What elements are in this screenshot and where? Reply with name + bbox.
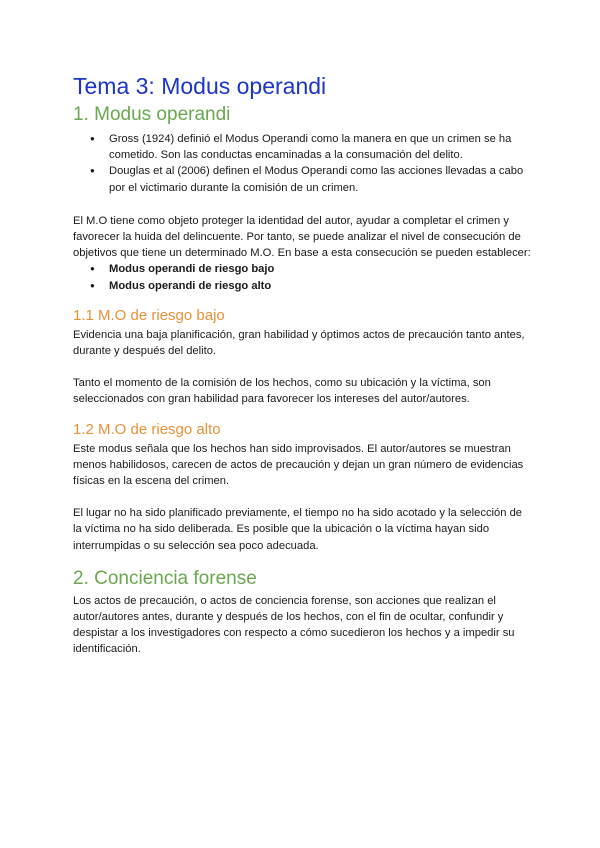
page-title: Tema 3: Modus operandi: [73, 73, 327, 99]
list-item: ● Gross (1924) definió el Modus Operandi como la manera en que un crimen se ha cometido. Son las conductas encaminadas a la consumación del delito.: [109, 131, 533, 163]
section-1-1-paragraph-1: Evidencia una baja planificación, gran habilidad y óptimos actos de precaución tanto antes, durante y después del delito.: [73, 328, 525, 358]
spacer: [73, 489, 533, 505]
section-1-2-paragraph-2: El lugar no ha sido planificado previamente, el tiempo no ha sido acotado y la selección de la víctima no ha sido deliberada. Es posible que la ubicación o la víctima hayan sido interrumpidas o su selección sea poco adecuada.: [73, 507, 523, 552]
list-item: ● Douglas et al (2006) definen el Modus Operandi como las acciones llevadas a cabo por el victimario durante la comisión de un crimen.: [109, 163, 533, 195]
section-1-1-paragraph-2: Tanto el momento de la comisión de los hechos, como su ubicación y la víctima, son seleccionados con gran habilidad para favorecer los intereses del autor/autores.: [73, 377, 491, 406]
section-1-heading: 1. Modus operandi: [73, 104, 231, 125]
spacer: [73, 196, 533, 212]
section-1-2-paragraph-1: Este modus señala que los hechos han sido improvisados. El autor/autores se muestran menos habilidosos, carecen de actos de precaución y dejan un gran número de evidencias físicas en la escena del crimen.: [73, 442, 524, 488]
section-1-1-heading: 1.1 M.O de riesgo bajo: [73, 306, 225, 324]
section-1-2-heading: 1.2 M.O de riesgo alto: [73, 420, 221, 438]
spacer: [73, 359, 533, 375]
list-item: ● Modus operandi de riesgo bajo: [109, 261, 533, 277]
section-1-paragraph: El M.O tiene como objeto proteger la identidad del autor, ayudar a completar el crimen y favorecer la huida del delincuente. Por tanto, se puede analizar el nivel de consecución de objetivos que tiene un determinado M.O. En base a esta consecución se pueden establecer:: [73, 214, 531, 260]
list-item: ● Modus operandi de riesgo alto: [109, 278, 533, 294]
section-1-definitions-list: [73, 131, 533, 196]
document-content: [73, 72, 533, 658]
section-2-heading: 2. Conciencia forense: [73, 567, 257, 589]
mo-types-list: [73, 261, 533, 293]
section-2-paragraph: Los actos de precaución, o actos de conciencia forense, son acciones que realizan el autor/autores antes, durante y después de los hechos, con el fin de ocultar, confundir y despistar a los investigadores con respecto a cómo sucedieron los hechos y a impedir su identificación.: [73, 594, 515, 656]
